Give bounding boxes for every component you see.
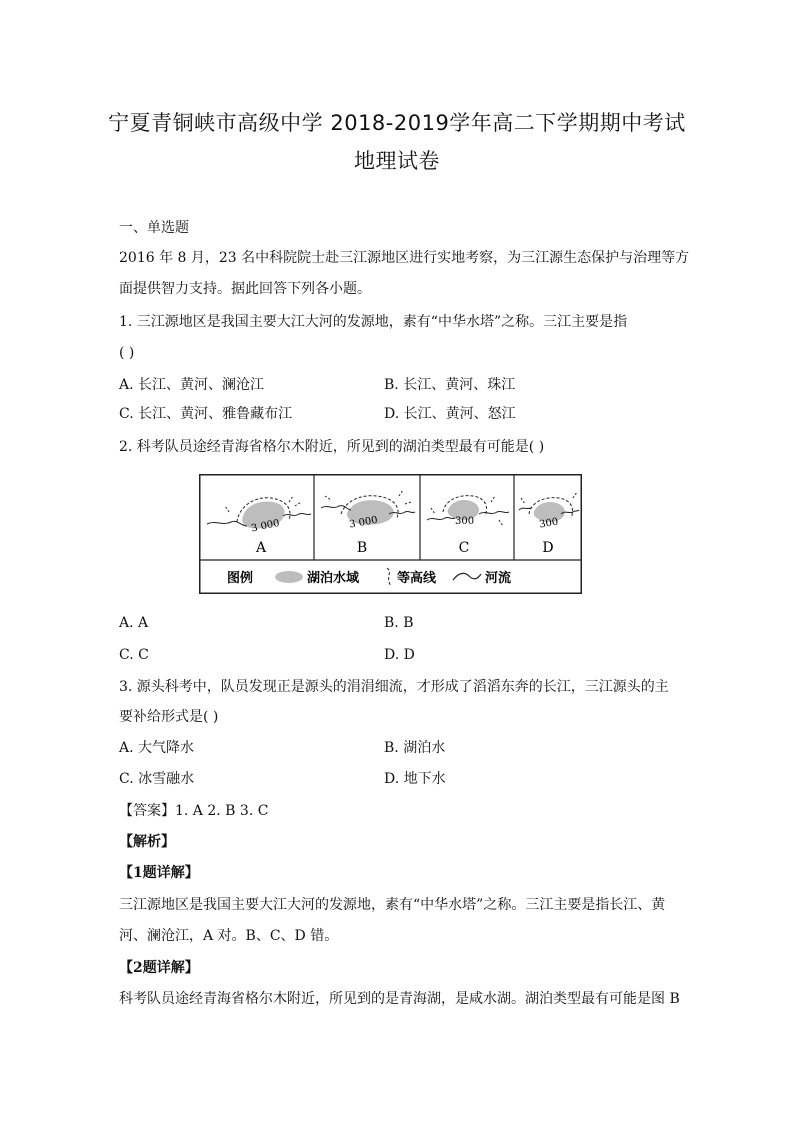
contour-label: 3 000 [250, 517, 281, 535]
panel-letter: C [458, 540, 470, 556]
detail2-line-1: 科考队员途经青海省格尔木附近，所见到的是青海湖，是咸水湖。湖泊类型最有可能是图 B [119, 991, 680, 1007]
section-heading: 一、单选题 [119, 220, 189, 236]
legend-river-label: 河流 [485, 571, 512, 586]
q1-stem-line-1: 1. 三江源地区是我国主要大江大河的发源地，素有“中华水塔”之称。三江主要是指 [119, 314, 628, 330]
q3-stem-line-2: 要补给形式是( ) [119, 709, 219, 725]
intro-line-1: 2016 年 8 月，23 名中科院院士赴三江源地区进行实地考察，为三江源生态保护与治理等方 [119, 250, 690, 266]
q3-option-b: B. 湖泊水 [384, 740, 446, 756]
exam-subtitle: 地理试卷 [354, 149, 440, 173]
answer-line: 【答案】1. A 2. B 3. C [119, 803, 269, 819]
q3-stem-line-1: 3. 源头科考中，队员发现正是源头的涓涓细流，才形成了滔滔东奔的长江，三江源头的主 [119, 679, 669, 695]
intro-line-2: 面提供智力支持。据此回答下列各小题。 [119, 281, 371, 297]
detail1-heading: 【1题详解】 [119, 865, 199, 881]
analysis-heading: 【解析】 [119, 834, 175, 850]
detail2-heading: 【2题详解】 [119, 960, 199, 976]
contour-label: 300 [538, 516, 560, 531]
q1-stem-line-2: ( ) [119, 345, 135, 361]
panel-letter: B [356, 540, 368, 556]
detail1-line-2: 河、澜沧江，A 对。B、C、D 错。 [119, 928, 339, 944]
lake-contour-figure [199, 474, 582, 594]
q3-option-c: C. 冰雪融水 [119, 771, 195, 787]
legend-lake-label: 湖泊水域 [307, 571, 360, 586]
q1-option-d: D. 长江、黄河、怒江 [384, 406, 516, 422]
legend-lake-swatch [275, 571, 303, 583]
q2-option-d: D. D [384, 647, 415, 663]
q2-stem: 2. 科考队员途经青海省格尔木附近，所见到的湖泊类型最有可能是( ) [119, 439, 545, 455]
legend-contour-label: 等高线 [397, 571, 437, 586]
q1-option-c: C. 长江、黄河、雅鲁藏布江 [119, 406, 293, 422]
q2-option-b: B. B [384, 615, 414, 631]
q2-option-a: A. A [119, 615, 149, 631]
panel-letter: A [255, 540, 267, 556]
contour-label: 3 000 [348, 514, 379, 531]
contour-label: 300 [455, 516, 475, 527]
q1-option-b: B. 长江、黄河、珠江 [384, 377, 516, 393]
exam-title: 宁夏青铜峡市高级中学 2018-2019学年高二下学期期中考试 [108, 111, 686, 135]
q1-option-a: A. 长江、黄河、澜沧江 [119, 377, 265, 393]
panel-letter: D [542, 540, 554, 556]
q2-option-c: C. C [119, 647, 149, 663]
q3-option-a: A. 大气降水 [119, 740, 195, 756]
detail1-line-1: 三江源地区是我国主要大江大河的发源地，素有“中华水塔”之称。三江主要是指长江、黄 [119, 897, 666, 913]
legend-title: 图例 [227, 571, 254, 586]
q3-option-d: D. 地下水 [384, 771, 446, 787]
